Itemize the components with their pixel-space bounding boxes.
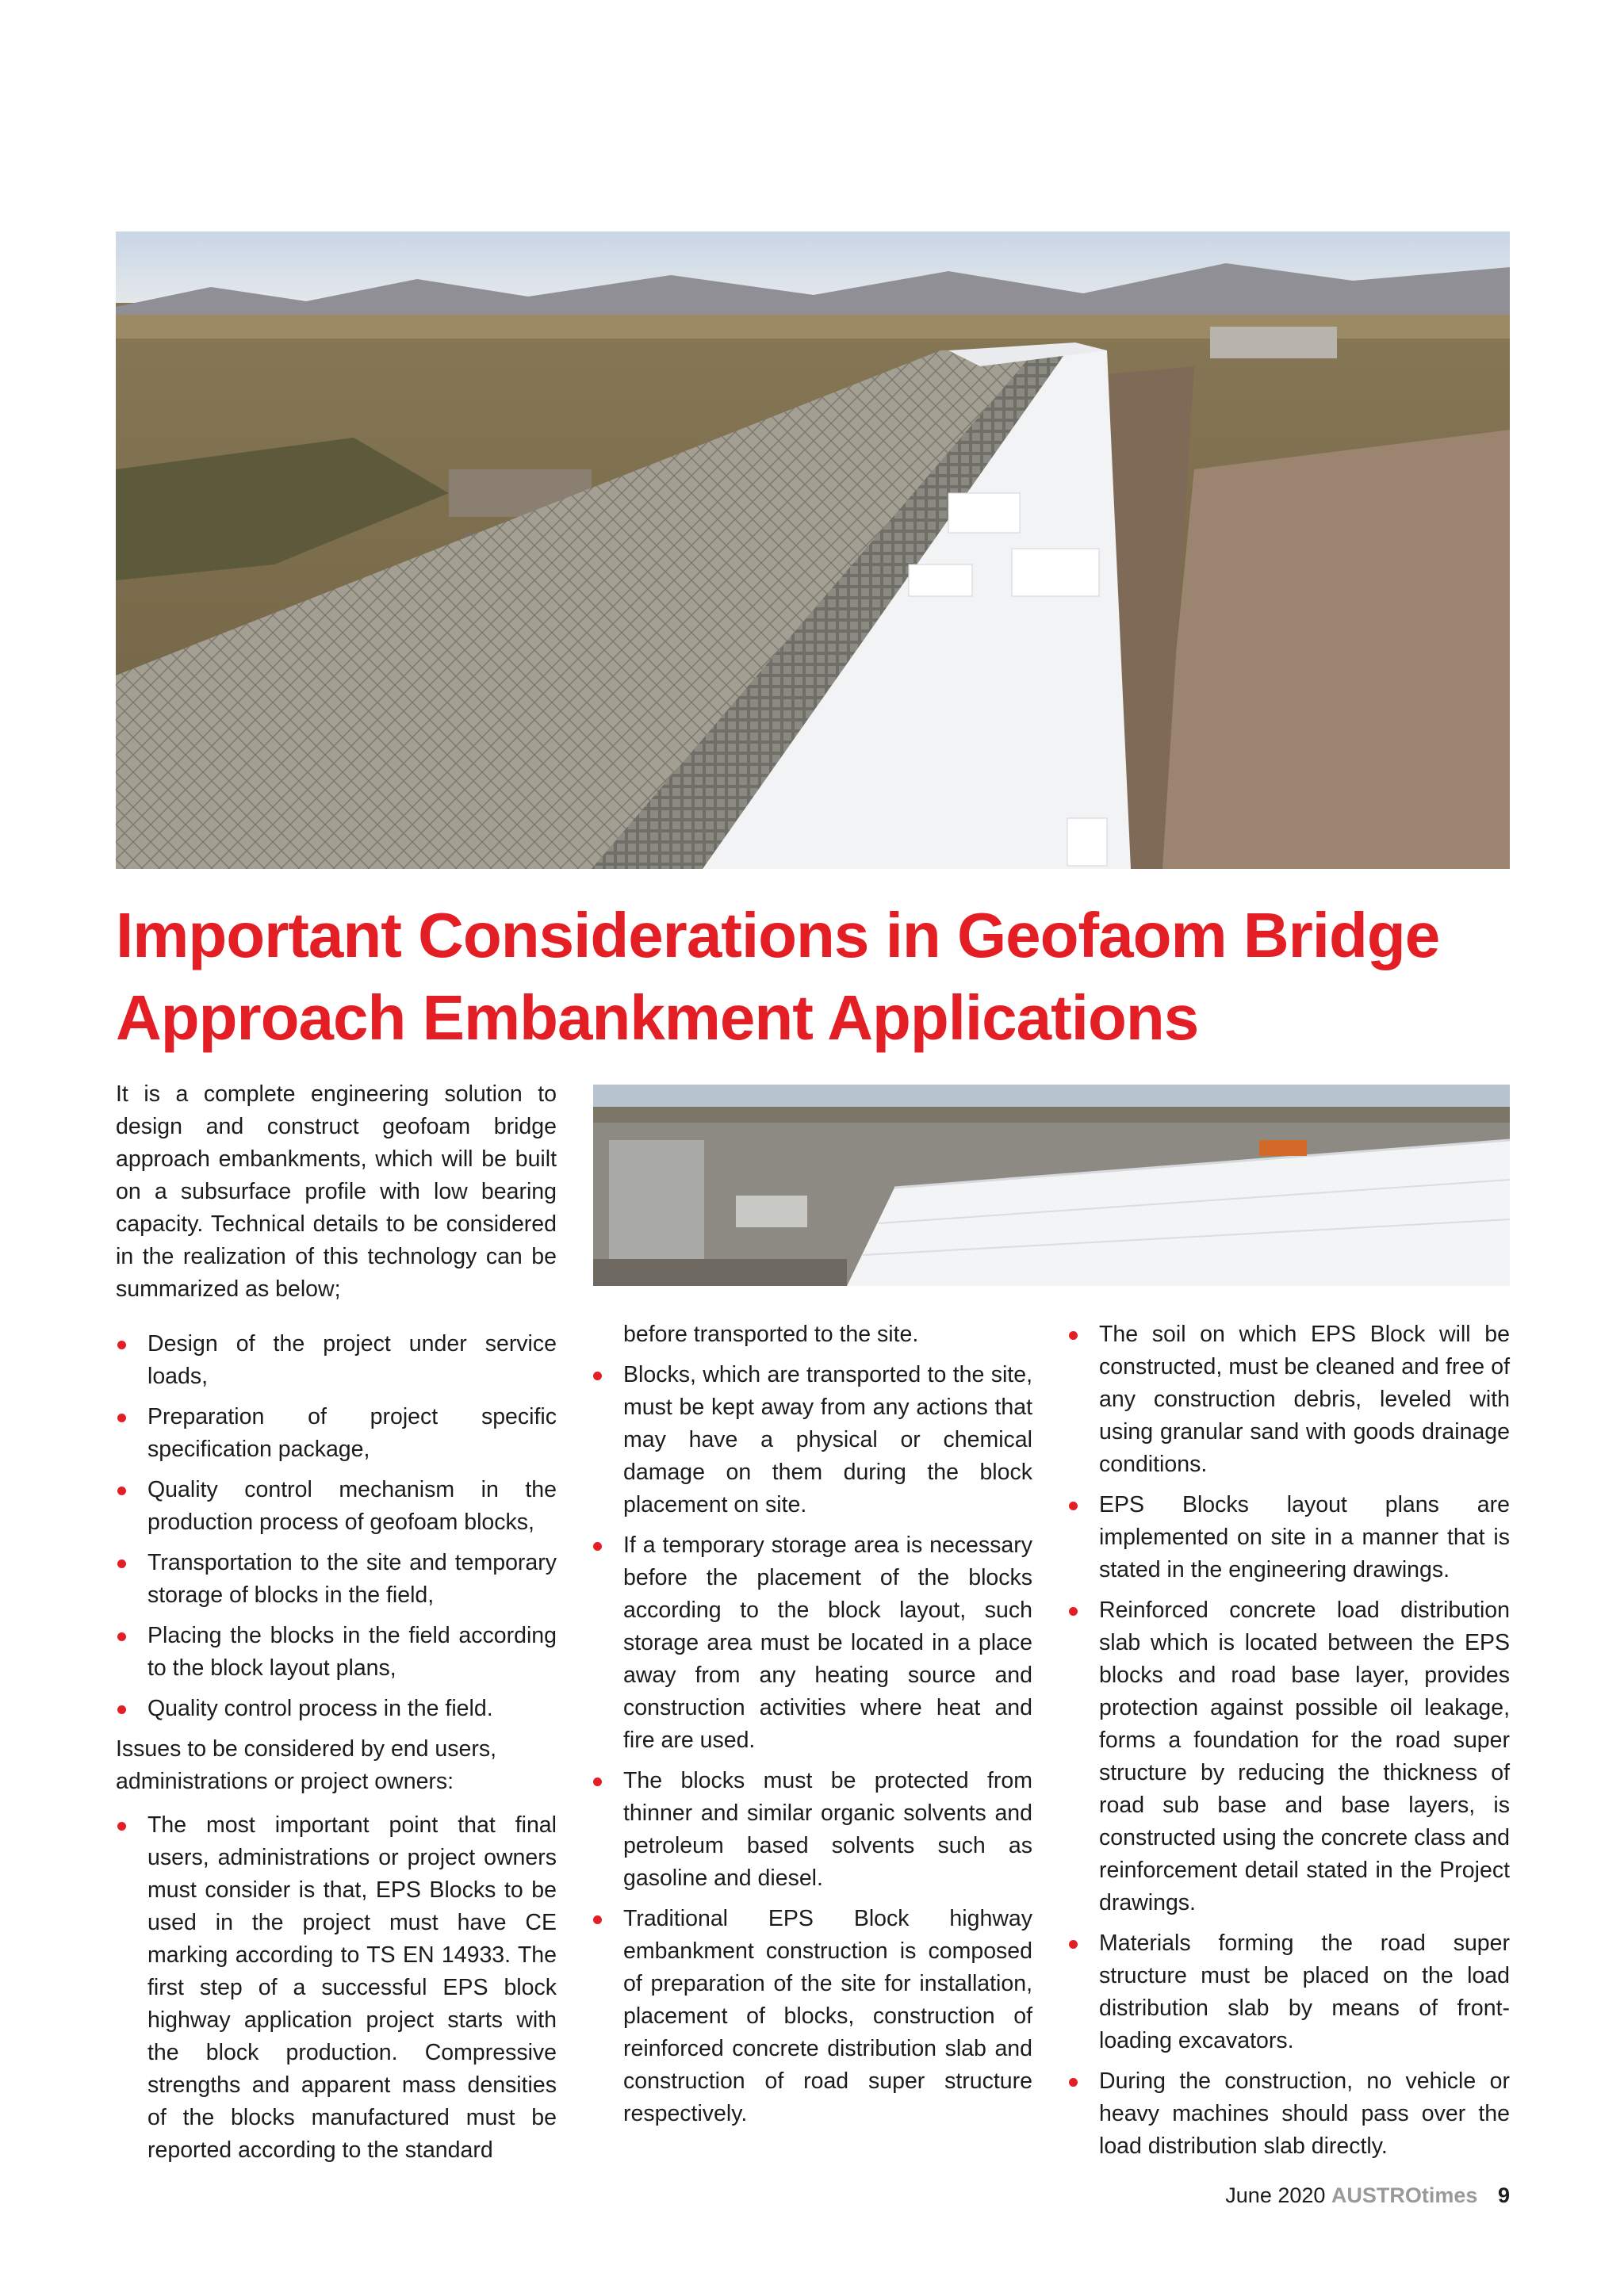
footer-brand: AUSTROtimes — [1331, 2183, 1478, 2207]
list-item: Materials forming the road super structure must be placed on the load distribution slab by means of front-loading excavators. — [1067, 1927, 1510, 2057]
list-item: Placing the blocks in the field according to the block layout plans, — [116, 1620, 557, 1685]
list-item: The most important point that final users, administrations or project owners must consider is that, EPS Blocks to be used in the project must have CE marking according to TS EN 14933. The first step of a successful EPS block highway application project starts with the block production. Compressive strengths and apparent mass densities of the blocks manufactured must be reported according to the standard — [116, 1809, 557, 2167]
hero-photo — [116, 232, 1510, 869]
list-item: During the construction, no vehicle or heavy machines should pass over the load distribution slab directly. — [1067, 2065, 1510, 2163]
text-column-2 — [592, 1318, 1032, 2138]
list-item: Quality control mechanism in the production process of geofoam blocks, — [116, 1474, 557, 1539]
text-column-1 — [116, 1078, 557, 2175]
construction-list — [1067, 1318, 1510, 2163]
process-list — [116, 1328, 557, 1725]
list-item: If a temporary storage area is necessary before the placement of the blocks according to the block layout, such storage area must be located in a place away from any heating source and construction activities where heat and fire are used. — [592, 1529, 1032, 1757]
list-item: The soil on which EPS Block will be constructed, must be cleaned and free of any construction debris, leveled with using granular sand with goods drainage conditions. — [1067, 1318, 1510, 1481]
list-item: EPS Blocks layout plans are implemented on site in a manner that is stated in the engineering drawings. — [1067, 1489, 1510, 1586]
list-item-continuation: before transported to the site. — [623, 1322, 919, 1347]
list-item: Reinforced concrete load distribution slab which is located between the EPS blocks and road base layer, provides protection against possible oil leakage, forms a foundation for the road super structure by reducing the thickness of road sub base and base layers, is constructed using the concrete class and reinforcement detail stated in the Project drawings. — [1067, 1594, 1510, 1919]
page-number: 9 — [1497, 2183, 1510, 2207]
list-item: Transportation to the site and temporary storage of blocks in the field, — [116, 1547, 557, 1612]
list-item: Quality control process in the field. — [116, 1693, 557, 1725]
issues-list-continued — [592, 1318, 1032, 2130]
intro-paragraph: It is a complete engineering solution to design and construct geofoam bridge approach embankments, which will be built on a subsurface profile with low bearing capacity. Technical details to be considered in the realization of this technology can be summarized as below; — [116, 1081, 557, 1302]
list-item: The blocks must be protected from thinner and similar organic solvents and petroleum based solvents such as gasoline and diesel. — [592, 1765, 1032, 1895]
issues-heading: Issues to be considered by end users, administrations or project owners: — [116, 1736, 497, 1794]
list-item: Design of the project under service loads, — [116, 1328, 557, 1393]
article-title: Important Considerations in Geofaom Bridge Approach Embankment Applications — [116, 900, 1440, 1053]
list-item: Blocks, which are transported to the site, must be kept away from any actions that may have a physical or chemical damage on them during the block placement on site. — [592, 1359, 1032, 1521]
list-item: Preparation of project specific specification package, — [116, 1401, 557, 1466]
list-item: Traditional EPS Block highway embankment construction is composed of preparation of the site for installation, placement of blocks, construction of reinforced concrete distribution slab and construction of road super structure respectively. — [592, 1903, 1032, 2130]
footer-date: June 2020 — [1225, 2183, 1326, 2207]
site-photo — [593, 1085, 1510, 1286]
page-footer — [1225, 2183, 1510, 2208]
issues-list — [116, 1809, 557, 2167]
text-column-3 — [1067, 1318, 1510, 2171]
